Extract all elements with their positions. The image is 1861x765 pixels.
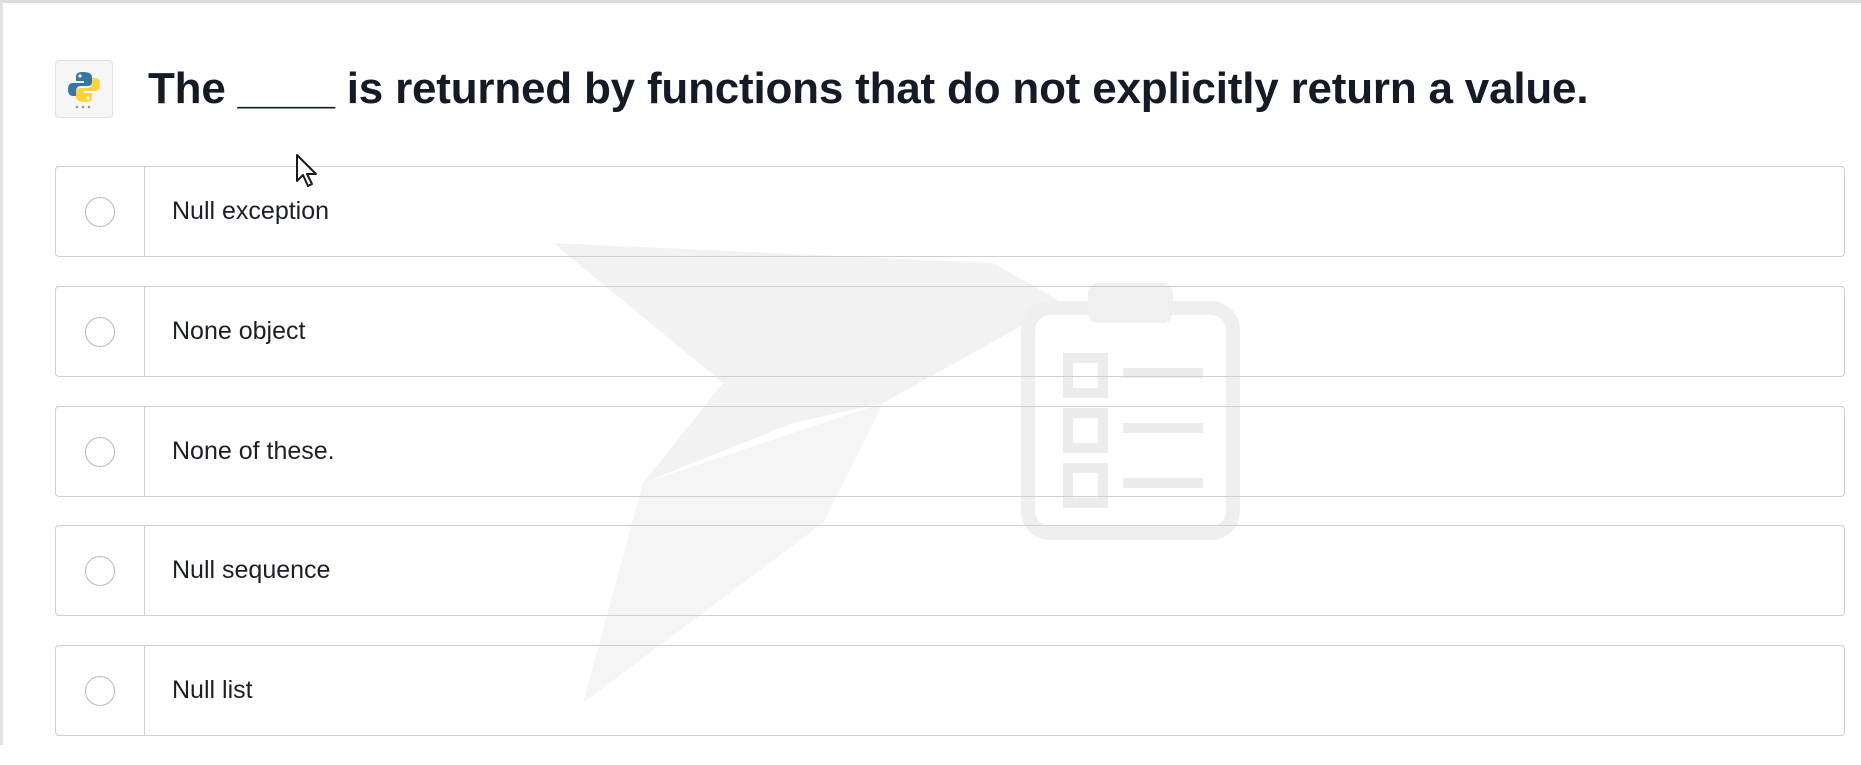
- option-1[interactable]: [55, 166, 1845, 257]
- option-radio-cell[interactable]: [56, 646, 145, 735]
- option-5[interactable]: [55, 645, 1845, 736]
- radio-button[interactable]: [85, 317, 115, 347]
- radio-button[interactable]: [85, 556, 115, 586]
- option-radio-cell[interactable]: [56, 167, 145, 256]
- radio-button[interactable]: [85, 676, 115, 706]
- radio-button[interactable]: [85, 437, 115, 467]
- option-radio-cell[interactable]: [56, 407, 145, 496]
- answer-options: [55, 166, 1845, 765]
- option-radio-cell[interactable]: [56, 287, 145, 376]
- python-logo-icon: [55, 60, 113, 118]
- option-4[interactable]: [55, 525, 1845, 616]
- radio-button[interactable]: [85, 197, 115, 227]
- option-label: Null sequence: [172, 556, 331, 584]
- question-header: [55, 57, 1835, 121]
- option-2[interactable]: [55, 286, 1845, 377]
- option-radio-cell[interactable]: [56, 526, 145, 615]
- option-label: Null list: [172, 676, 253, 704]
- question-text: The ____ is returned by functions that do not explicitly return a value.: [148, 64, 1589, 113]
- option-label: None of these.: [172, 437, 335, 465]
- option-3[interactable]: [55, 406, 1845, 497]
- option-label: None object: [172, 317, 306, 345]
- option-label: Null exception: [172, 197, 330, 225]
